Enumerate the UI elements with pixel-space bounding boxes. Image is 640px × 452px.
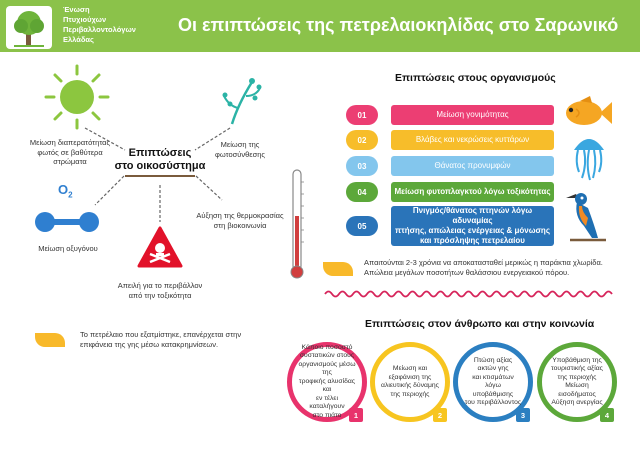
oxygen-reduction-label: Μείωση οξυγόνου	[38, 244, 98, 253]
organism-number-3: 03	[346, 156, 378, 176]
fish-icon	[562, 96, 612, 130]
organisms-title: Επιπτώσεις στους οργανισμούς	[395, 72, 556, 84]
plant-icon	[222, 76, 262, 126]
society-number-2: 2	[433, 408, 447, 422]
organization-name: Ένωση Πτυχιούχων Περιβαλλοντολόγων Ελλάδας	[63, 5, 136, 44]
wave-divider	[325, 289, 615, 299]
organism-effect-3: Θάνατος προνυμφών	[391, 156, 554, 176]
oxygen-symbol: $O_2$	[58, 182, 73, 200]
light-penetration-label: Μείωση διαπερατότητας φωτός σε βαθύτερα στρώματα	[29, 138, 111, 166]
organism-number-1: 01	[346, 105, 378, 125]
molecule-icon	[35, 210, 99, 234]
sun-icon	[42, 62, 112, 132]
note-marker-right	[323, 262, 353, 276]
recovery-note: Απαιτούνται 2-3 χρόνια να αποκατασταθεί μερικώς η παράκτια χλωρίδα. Απώλεια μεγάλων ποσοτήτων θαλάσσιου ενεργειακού πόρου.	[364, 258, 603, 277]
evaporation-note: Το πετρέλαιο που εξατμίστηκε, επανέρχεται στην επιφάνεια της γης μέσω κατακρημνίσεων.	[80, 330, 242, 349]
ecosystem-center-label: Επιπτώσεις στο οικοσύστημα	[112, 147, 208, 177]
society-number-4: 4	[600, 408, 614, 422]
society-title: Επιπτώσεις στον άνθρωπο και στην κοινωνία	[365, 318, 595, 330]
society-number-3: 3	[516, 408, 530, 422]
note-marker-left	[35, 333, 65, 347]
organism-effect-5: Πνιγμός/θάνατος πτηνών λόγω αδυναμίας πτήσης, απώλειας ενέργειας & μόνωσης και πρόσληψης πετρελαίου	[391, 206, 554, 246]
organism-number-5: 05	[346, 216, 378, 236]
jellyfish-icon	[572, 132, 606, 182]
center-underline	[125, 175, 195, 177]
photosynthesis-label: Μείωση της φωτοσύνθεσης	[214, 140, 266, 159]
society-number-1: 1	[349, 408, 363, 422]
bird-icon	[568, 188, 608, 246]
hazard-icon	[137, 226, 183, 268]
thermometer-icon	[287, 168, 307, 280]
organism-number-2: 02	[346, 130, 378, 150]
page-title: Οι επιπτώσεις της πετρελαιοκηλίδας στο Σαρωνικό	[178, 15, 619, 35]
toxicity-label: Απειλή για το περιβάλλον από την τοξικότητα	[117, 281, 203, 300]
society-effect-2: Μείωση και εξαφάνιση της αλιευτικής δύναμης της περιοχής	[370, 342, 450, 422]
society-effect-3: Πτώση αξίας ακτών γης και κτισμάτων λόγω υποβάθμισης του περιβάλλοντος	[453, 342, 533, 422]
organism-effect-2: Βλάβες και νεκρώσεις κυττάρων	[391, 130, 554, 150]
organism-effect-1: Μείωση γονιμότητας	[391, 105, 554, 125]
society-effect-4: Υποβάθμιση της τουριστικής αξίας της περιοχής Μείωση εισοδήματος Αύξηση ανεργίας	[537, 342, 617, 422]
organism-number-4: 04	[346, 182, 378, 202]
temperature-label: Αύξηση της θερμοκρασίας στη βιοκοινωνία	[196, 211, 284, 230]
organism-effect-4: Μείωση φυτοπλαγκτού λόγω τοξικότητας	[391, 182, 554, 202]
society-effect-1: Κάποιο ποσοστό συστατικών στους οργανισμούς μέσω της τροφικής αλυσίδας και εν τέλει καταλήγουν στο πιάτο	[287, 342, 367, 422]
